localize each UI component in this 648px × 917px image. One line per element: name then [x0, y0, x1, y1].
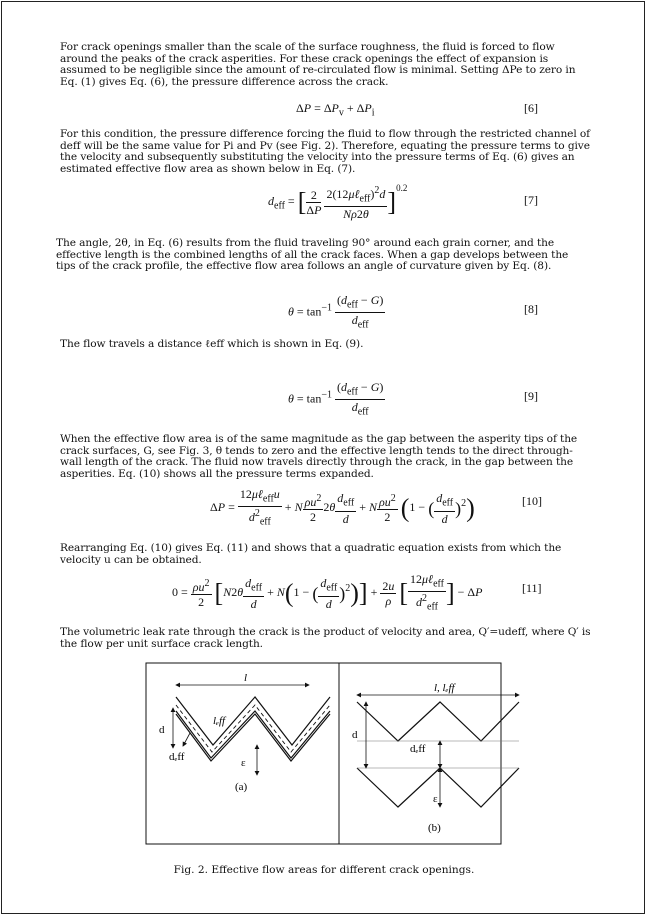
paragraph-4: The flow travels a distance ℓeff which is shown in Eq. (9).: [60, 338, 364, 350]
upper-surface-b: [357, 702, 519, 741]
label-deff-a: dₑff: [169, 751, 185, 763]
paragraph-1: For crack openings smaller than the scale of the surface roughness, the fluid is forced to flow around the peaks of the crack asperities. For these crack openings the effect of expansion is assumed to be negligible since the amount of re-circulated flow is minimal. Setting ΔPe to zero in Eq. (1) gives Eq. (6), the pressure difference across the crack.: [60, 41, 576, 88]
label-eps-b: ε: [433, 793, 438, 805]
equation-number-10: [10]: [522, 494, 542, 508]
equation-11: 0 = $\frac{\rho u^2}{2}$ [N2θ $\frac{d_{eff}}{d}$ + N(1 − ( $\frac{d_{eff}}{d}$ )$^2$)] + $\frac{2u}{\rho}$ [ $\frac{12\mu\ell_{eff}}{d^2_{eff}}$ ] − ΔP: [172, 572, 483, 613]
panel-b: [357, 695, 519, 807]
label-deff-b: dₑff: [410, 743, 426, 755]
label-l-a: l: [244, 672, 248, 684]
equation-6: $\Delta P = \Delta P_v + \Delta P_i$: [296, 101, 375, 119]
equation-number-7: [7]: [524, 193, 538, 207]
equation-9: $\theta = \tan^{-1}$ $\frac{(d_{eff} - G)}{d_{eff}}$: [288, 380, 384, 418]
paragraph-5: When the effective flow area is of the same magnitude as the gap between the asperity tips of the crack surfaces, G, see Fig. 3, θ tends to zero and the effective length tends to the direct through-wall length of the crack. The fluid now travels directly through the crack, in the gap between the asperities. Eq. (10) shows all the pressure terms expanded.: [60, 433, 578, 480]
label-eps-a: ε: [241, 757, 246, 769]
equation-8: $\theta = \tan^{-1}$ $\frac{(d_{eff} - G)}{d_{eff}}$: [288, 293, 384, 331]
paragraph-2: For this condition, the pressure difference forcing the fluid to flow through the restricted channel of deff will be the same value for Pi and Pv (see Fig. 2). Therefore, equating the pressure terms to give the velocity and subsequently substituting the velocity into the pressure terms of Eq. (6) gives an estimated effective flow area as shown below in Eq. (7).: [60, 128, 591, 175]
label-d-a: d: [159, 724, 165, 736]
lower-surface-a-2: [176, 714, 330, 761]
lower-surface-b: [357, 768, 519, 807]
paragraph-3: The angle, 2θ, in Eq. (6) results from the fluid traveling 90° around each grain corner, and the effective length is the combined lengths of all the crack faces. When a gap develops between the tips of the crack profile, the effective flow area follows an angle of curvature given by Eq. (8).: [56, 237, 569, 273]
paragraph-7: The volumetric leak rate through the crack is the product of velocity and area, Q′=udeff, where Q′ is the flow per unit surface crack length.: [60, 626, 591, 650]
label-panel-b: (b): [428, 822, 441, 834]
paragraph-6: Rearranging Eq. (10) gives Eq. (11) and shows that a quadratic equation exists from which the velocity u can be obtained.: [60, 542, 562, 566]
equation-number-6: [6]: [524, 101, 538, 115]
equation-number-11: [11]: [522, 581, 542, 595]
label-leff-a: lₑff: [213, 715, 226, 727]
panel-a: [173, 685, 330, 775]
deff-arrow-a: [183, 733, 190, 746]
figure-caption: Fig. 2. Effective flow areas for different crack openings.: [173, 864, 475, 876]
label-d-b: d: [352, 729, 358, 741]
equation-10: ΔP = $\frac{12\mu\ell_{eff}u}{d^2_{eff}}$ + N $\frac{\rho u^2}{2}$ 2θ $\frac{d_{eff}}{d}$ + N $\frac{\rho u^2}{2}$ (1 − ( $\frac{d_{eff}}{d}$ )$^2$): [210, 487, 475, 528]
label-panel-a: (a): [235, 781, 248, 793]
equation-7: $d_{eff}$ = [ $\frac{2}{\Delta P}$ $\frac{2(12\mu\ell_{eff})^2d}{N\rho 2\theta}$ ]$^{0.2}$: [268, 183, 408, 221]
label-l-leff-b: l, lₑff: [434, 682, 455, 694]
equation-number-8: [8]: [524, 302, 538, 316]
upper-surface-a: [176, 697, 330, 745]
equation-number-9: [9]: [524, 389, 538, 403]
